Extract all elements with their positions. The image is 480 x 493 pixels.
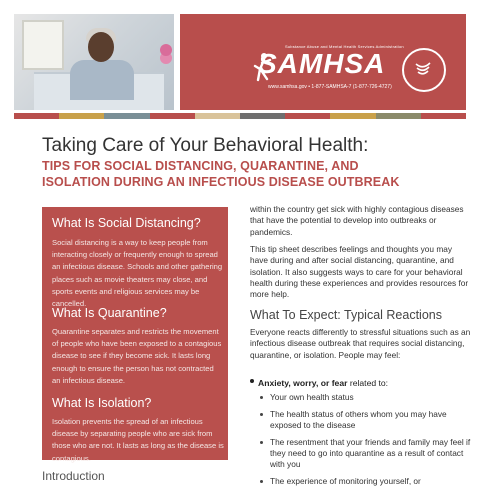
samhsa-contact[interactable]: www.samhsa.gov • 1-877-SAMHSA-7 (1-877-726-4727)	[268, 84, 392, 90]
list-item: The experience of monitoring yourself, or	[258, 476, 472, 487]
social-distancing-body: Social distancing is a way to keep people from interacting closely or frequently enough to spread an infectious disease. Schools and other gathering places such as movie theaters may close, and sports events and religious services may be cancelled.	[52, 238, 223, 309]
color-stripe	[14, 113, 466, 119]
reaction-anxiety	[258, 378, 388, 388]
color-stripe-segment	[240, 113, 285, 119]
agency-full-name: Substance Abuse and Mental Health Services Administration	[285, 44, 404, 49]
window-shape	[22, 20, 64, 70]
page-subtitle: TIPS FOR SOCIAL DISTANCING, QUARANTINE, AND ISOLATION DURING AN INFECTIOUS DISEASE OUTBREAK	[42, 159, 400, 189]
hhs-seal-icon	[402, 48, 446, 92]
color-stripe-segment	[376, 113, 421, 119]
introduction-heading: Introduction	[42, 469, 105, 483]
definitions-sidebar	[42, 207, 228, 463]
flower-shape	[160, 44, 172, 56]
list-item: Your own health status	[258, 392, 472, 403]
quarantine-body: Quarantine separates and restricts the movement of people who have been exposed to a contagious disease to see if they become sick. It lasts long enough to ensure the person has not contracted an infectious disease.	[52, 327, 222, 385]
samhsa-logo: SAMHSA	[258, 48, 386, 79]
reaction-anxiety-bold: Anxiety, worry, or fear	[258, 378, 348, 388]
color-stripe-segment	[421, 113, 466, 119]
patient-head-shape	[88, 32, 114, 62]
color-stripe-segment	[150, 113, 195, 119]
color-stripe-segment	[195, 113, 240, 119]
reaction-anxiety-rest: related to:	[347, 378, 389, 388]
reactions-intro-paragraph: Everyone reacts differently to stressful situations such as an infectious disease outbreak that requires social distancing, quarantine, or isolation. People may feel:	[250, 327, 471, 360]
social-distancing-heading: What Is Social Distancing?	[52, 216, 201, 230]
isolation-heading: What Is Isolation?	[52, 396, 152, 410]
color-stripe-segment	[285, 113, 330, 119]
list-item: The health status of others whom you may have exposed to the disease	[258, 409, 472, 431]
reaction-sublist	[258, 392, 472, 493]
tip-sheet-paragraph: This tip sheet describes feelings and thoughts you may have during and after social distancing, quarantine, and isolation. It also suggests ways to care for your behavioral health during these experiences and provides resources for more help.	[250, 244, 469, 300]
outbreak-paragraph: within the country get sick with highly contagious diseases that have the potential to develop into outbreaks or pandemics.	[250, 204, 464, 237]
header-photo	[14, 14, 174, 110]
quarantine-heading: What Is Quarantine?	[52, 306, 167, 320]
page-title: Taking Care of Your Behavioral Health:	[42, 135, 369, 156]
reaction-bullet-icon	[250, 379, 254, 383]
color-stripe-segment	[14, 113, 59, 119]
patient-body-shape	[70, 60, 134, 100]
color-stripe-segment	[59, 113, 104, 119]
list-item: The resentment that your friends and family may feel if they need to go into quarantine as a result of contact with you	[258, 437, 472, 470]
color-stripe-segment	[330, 113, 375, 119]
typical-reactions-heading: What To Expect: Typical Reactions	[250, 308, 442, 322]
isolation-body: Isolation prevents the spread of an infectious disease by separating people who are sick from those who are not. It lasts as long as the disease is contagious.	[52, 417, 224, 463]
hhs-eagle-icon	[414, 60, 432, 78]
color-stripe-segment	[104, 113, 149, 119]
